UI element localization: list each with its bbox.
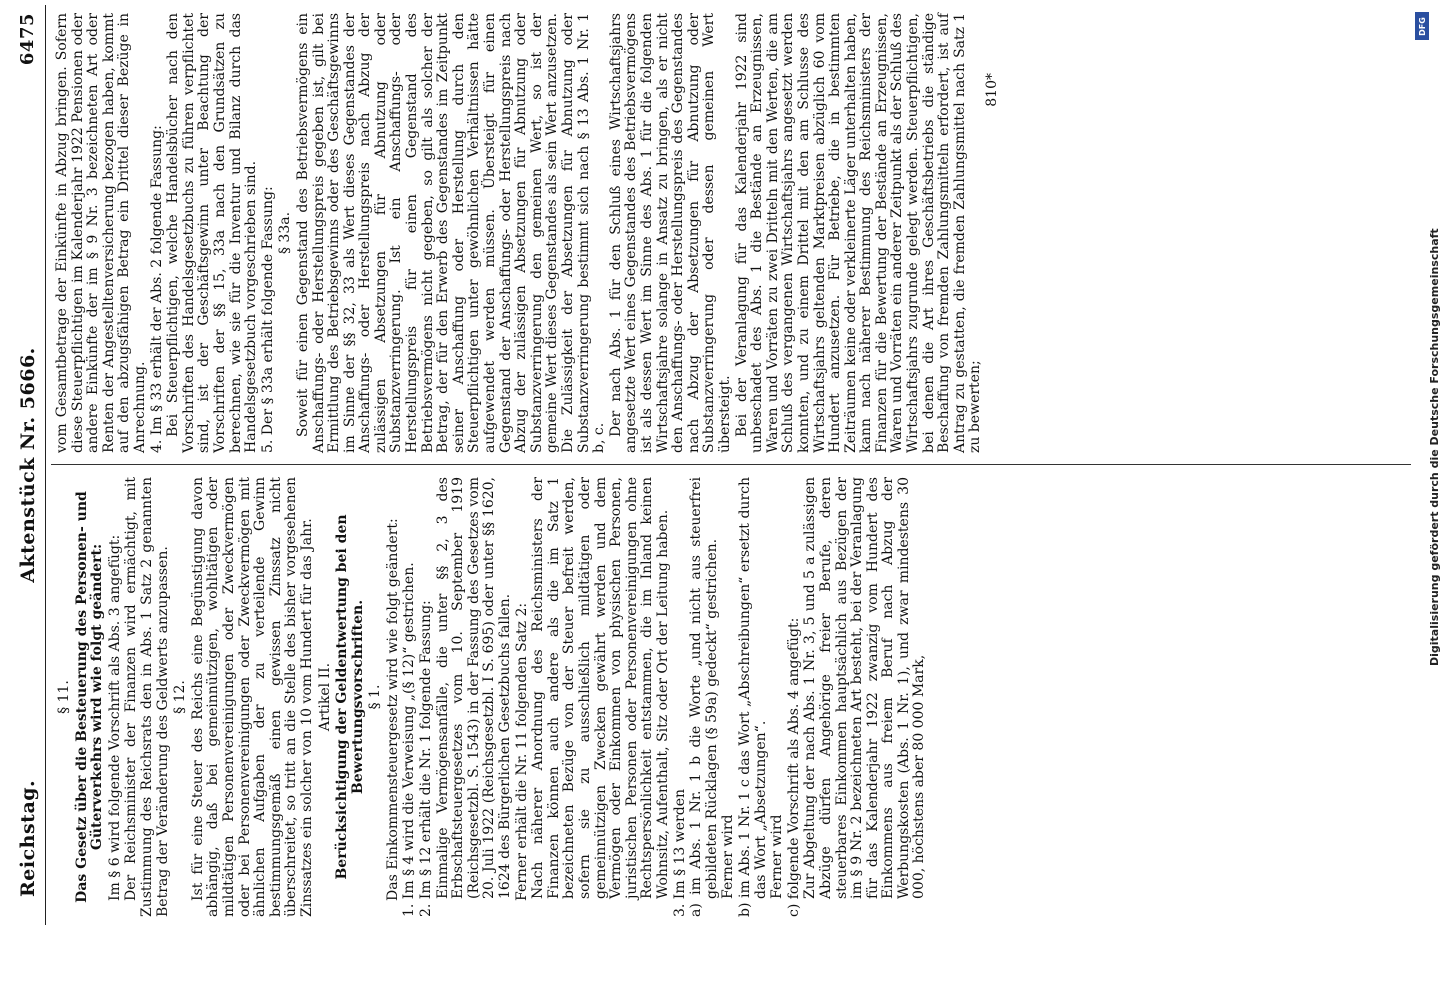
left-column-paragraph: Artikel II. bbox=[316, 662, 333, 732]
left-column-paragraph: § 11. bbox=[56, 680, 72, 714]
left-column bbox=[55, 477, 929, 917]
right-column-paragraph: Der nach Abs. 1 für den Schluß eines Wirtschaftsjahrs angesetzte Wert eines Gegenstandes des Betriebsvermögens ist als dessen Wert im Sinne des Abs. 1 für die folgenden Wirtschaftsjahre solange in Ansatz zu bringen, als er nicht den Anschaffungs- oder Herstellungspreis des Gegenstandes nach Abzug der Absetzungen für Abnutzung oder Substanzverringerung oder dessen gemeinen Wert übersteigt. bbox=[607, 13, 733, 453]
column-divider bbox=[51, 464, 1411, 465]
right-column bbox=[55, 13, 1002, 453]
page-header bbox=[15, 5, 46, 925]
right-column-paragraph: 5. Der § 33a erhält folgende Fassung: bbox=[259, 186, 276, 453]
left-column-paragraph: 2. Im § 12 erhält die Nr. 1 folgende Fassung: bbox=[418, 600, 435, 917]
left-column-paragraph: 1. Im § 4 wird die Verweisung „(§ 12)“ gestrichen. bbox=[401, 562, 418, 917]
right-column-paragraph: Bei Steuerpflichtigen, welche Handelsbücher nach den Vorschriften des Handelsgesetzbuchs zu führen verpflichtet sind, ist der Geschäftsgewinn unter Beachtung der Vorschriften der §§ 15, 33a nach den Grundsätzen zu berechnen, wie sie für die Inventur und Bilanz durch das Handelsgesetzbuch vorgeschrieben sind. bbox=[165, 13, 260, 453]
left-column-paragraph: Zur Abgeltung der nach Abs. 1 Nr. 3, 5 und 5 a zulässigen Abzüge dürfen Angehörige freier Berufe, deren steuerbares Einkommen hauptsächlich aus Bezügen der im § 9 Nr. 2 bezeichneten Art besteht, bei der Veranlagung für das Kalenderjahr 1922 zwanzig vom Hundert des Einkommens aus freiem Beruf nach Abzug der Werbungskosten (Abs. 1 Nr. 1), und zwar mindestens 30 000, höchstens aber 80 000 Mark, bbox=[802, 477, 928, 899]
left-column-paragraph: b) im Abs. 1 Nr. 1 c das Wort „Abschreibungen“ ersetzt durch das Wort „Absetzungen“. bbox=[736, 477, 769, 917]
left-column-paragraph: c) folgende Vorschrift als Abs. 4 angefügt: bbox=[785, 617, 802, 917]
left-column-paragraph: § 1. bbox=[367, 684, 384, 710]
left-column-paragraph: a) im Abs. 1 Nr. 1 b die Worte „und nicht aus steuerfrei gebildeten Rücklagen (§ 59a) gedeckt“ gestrichen. bbox=[688, 477, 720, 917]
left-column-paragraph: Im § 6 wird folgende Vorschrift als Abs. 3 angefügt: bbox=[106, 534, 123, 901]
right-column-paragraph: 4. Im § 33 erhält der Abs. 2 folgende Fassung: bbox=[148, 125, 165, 453]
signature-mark: 810* bbox=[984, 73, 1001, 107]
left-column-paragraph: § 12. bbox=[172, 680, 189, 714]
left-column-paragraph: Einmalige Vermögensanfälle, die unter §§ 2, 3 des Erbschaftsteuergesetzes vom 10. September 1919 (Reichsgesetzbl. S. 1543) in der Fassung des Gesetzes vom 20. Juli 1922 (Reichsgesetzbl. I S. 695) oder unter §§ 1620, 1624 des Bürgerlichen Gesetzbuchs fallen. bbox=[434, 477, 514, 899]
page-number: 6475 bbox=[17, 13, 38, 66]
left-column-paragraph: Ferner erhält die Nr. 11 folgenden Satz 2: bbox=[513, 602, 530, 901]
side-credit-strip bbox=[1414, 6, 1441, 1000]
left-column-paragraph: Das Gesetz über die Besteuerung des Personen- und Güterverkehrs wird wie folgt geändert: bbox=[73, 491, 106, 903]
right-column-paragraph: Soweit für einen Gegenstand des Betriebsvermögens ein Anschaffungs- oder Herstellungspreis gegeben ist, gilt bei Ermittlung des Betriebsgewinns oder des Geschäftsgewinns im Sinne der §§ 32, 33 als Wert dieses Gegenstandes der Anschaffungs- oder Herstellungspreis nach Abzug der zulässigen Absetzungen für Abnutzung oder Substanzverringerung. Ist ein Anschaffungs- oder Herstellungspreis für einen Gegenstand des Betriebsvermögens nicht gegeben, so gilt als solcher der Betrag, der für den Erwerb des Gegenstandes im Zeitpunkt seiner Anschaffung oder Herstellung durch den Steuerpflichtigen unter gewöhnlichen Verhältnissen hätte aufgewendet werden müssen. Übersteigt für einen Gegenstand der Anschaffungs- oder Herstellungspreis nach Abzug der zulässigen Absetzungen für Abnutzung oder Substanzverringerung den gemeinen Wert, so ist der gemeine Wert dieses Gegenstandes als sein Wert anzusetzen. Die Zulässigkeit der Absetzungen für Abnutzung oder Substanzverringerung bestimmt sich nach § 13 Abs. 1 Nr. 1 b, c. bbox=[294, 13, 608, 453]
left-column-paragraph: Der Reichsminister der Finanzen wird ermächtigt, mit Zustimmung des Reichsrats den in Abs. 1 Satz 2 genannten Betrag der Veränderung des Geldwerts anzupassen. bbox=[123, 477, 171, 917]
header-left: Reichstag. bbox=[17, 779, 39, 897]
dfg-logo-text: DFG bbox=[1417, 16, 1427, 36]
left-column-paragraph: Ferner wird bbox=[720, 814, 737, 899]
left-column-paragraph: Berücksichtigung der Geldentwertung bei den Bewertungsvorschriften. bbox=[334, 514, 366, 880]
side-credit: Digitalisierung gefördert durch die Deutsche Forschungsgemeinschaft bbox=[1428, 228, 1441, 666]
header-title: Aktenstück Nr. 5666. bbox=[17, 347, 39, 583]
left-column-paragraph: Ist für eine Steuer des Reichs eine Begünstigung davon abhängig, daß bei gemeinnützigen, wohltätigen oder mildtätigen Personenvereinigungen oder Zweckvermögen oder bei Personenvereinigungen oder Zweckvermögen mit ähnlichen Aufgaben der zu verteilende Gewinn bestimmungsgemäß einen gewissen Zinssatz nicht überschreitet, so tritt an die Stelle des bisher vorgesehenen Zinssatzes ein solcher von 10 vom Hundert für das Jahr. bbox=[189, 477, 315, 917]
right-column-paragraph: § 33a. bbox=[277, 211, 294, 255]
left-column-paragraph: Nach näherer Anordnung des Reichsministers der Finanzen können auch andere als die im Satz 1 bezeichneten Bezüge von der Steuer befreit werden, sofern sie zu ausschließlich mildtätigen oder gemeinnützigen Zwecken gewährt werden und dem Vermögen oder Einkommen von physischen Personen, juristischen Personen oder Personenvereinigungen ohne Rechtspersönlichkeit entstammen, die im Inland keinen Wohnsitz, Aufenthalt, Sitz oder Ort der Leitung haben. bbox=[530, 477, 671, 899]
dfg-logo bbox=[1415, 12, 1429, 40]
left-column-paragraph: Ferner wird bbox=[769, 814, 786, 899]
right-column-paragraph: vom Gesamtbetrage der Einkünfte in Abzug bringen. Sofern diese Steuerpflichtigen im Kalenderjahr 1922 Pensionen oder andere Einkünfte der im § 9 Nr. 3 bezeichneten Art oder Renten der Angestelltenversicherung bezogen haben, kommt auf den abzugsfähigen Betrag ein Drittel dieser Bezüge in Anrechnung. bbox=[54, 13, 148, 453]
right-column-paragraph: Bei der Veranlagung für das Kalenderjahr 1922 sind unbeschadet des Abs. 1 die Bestände an Erzeugnissen, Waren und Vorräten zu zwei Dritteln mit den Werten, die am Schluß des vergangenen Wirtschaftsjahrs angesetzt werden konnten, und zu einem Drittel mit den am Schlusse des Wirtschaftsjahrs geltenden Marktpreisen abzüglich 60 vom Hundert anzusetzen. Für Betriebe, die in bestimmten Zeiträumen keine oder verkleinerte Läger unterhalten haben, kann nach näherer Bestimmung des Reichsministers der Finanzen für die Bewertung der Bestände an Erzeugnissen, Waren und Vorräten ein anderer Zeitpunkt als der Schluß des Wirtschaftsjahrs zugrunde gelegt werden. Steuerpflichtigen, bei denen die Art ihres Geschäftsbetriebs die ständige Beschaffung von fremden Zahlungsmitteln erfordert, ist auf Antrag zu gestatten, die fremden Zahlungsmittel nach Satz 1 zu bewerten; bbox=[733, 13, 984, 453]
rotated-page bbox=[15, 5, 1415, 925]
left-column-paragraph: Das Einkommensteuergesetz wird wie folgt geändert: bbox=[384, 518, 401, 901]
left-column-paragraph: 3. Im § 13 werden bbox=[671, 788, 688, 917]
